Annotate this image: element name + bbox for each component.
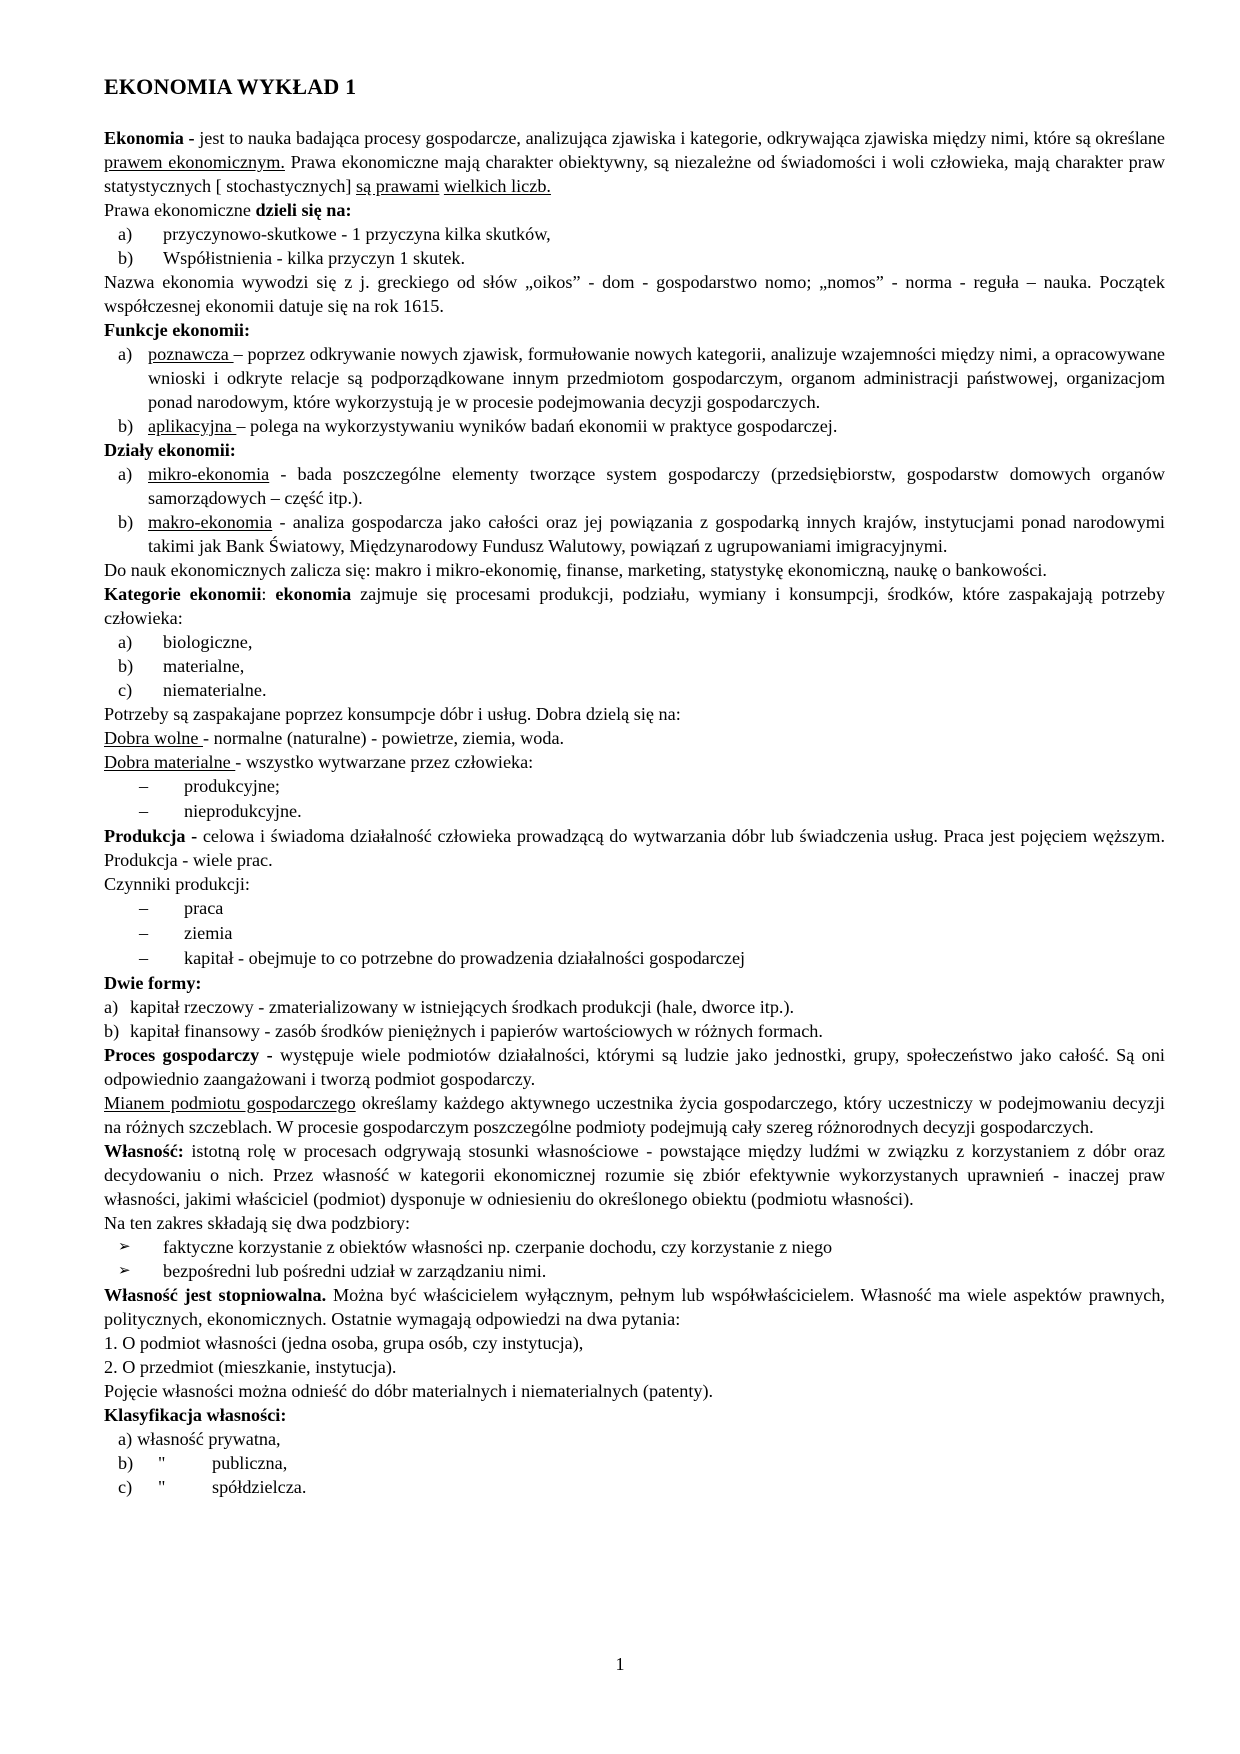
laws-intro <box>104 198 1165 222</box>
production-paragraph <box>104 824 1165 872</box>
section-heading: Klasyfikacja własności: <box>104 1405 287 1425</box>
list-text: produkcyjne; <box>184 776 280 796</box>
list-item <box>104 1451 1165 1475</box>
underlined-term: Dobra materialne <box>104 752 236 772</box>
arrow-bullet-icon: ➢ <box>118 1263 131 1279</box>
list-item <box>104 510 1165 558</box>
text: - wszystko wytwarzane przez człowieka: <box>235 752 534 772</box>
list-text <box>148 510 1165 558</box>
underlined-term: makro-ekonomia <box>148 512 273 532</box>
list-marker: c) <box>118 680 133 700</box>
text: zajmuje się procesami produkcji, podziału, wymiany i konsumpcji, środków, które zaspakajają potrzeby człowieka: <box>104 584 1165 628</box>
sciences-paragraph: Do nauk ekonomicznych zalicza się: makro i mikro-ekonomię, finanse, marketing, statystykę ekonomiczną, naukę o bankowości. <box>104 560 1047 580</box>
list-text: ziemia <box>184 923 233 943</box>
list-text: kapitał finansowy - zasób środków pieniężnych i papierów wartościowych w różnych formach. <box>130 1021 823 1041</box>
list-text: bezpośredni lub pośredni udział w zarządzaniu nimi. <box>163 1261 547 1281</box>
text: – poprzez odkrywanie nowych zjawisk, formułowanie nowych kategorii, analizuje wzajemności między nimi, a opracowywane wnioski i odkryte relacje są podporządkowane innym przedmiotom gospodarczym, organom administracji państwowej, organizacjom ponad narodowym, które wykorzystują je w procesie podejmowania decyzji gospodarczych. <box>148 344 1165 412</box>
document-body <box>104 126 1165 1499</box>
underlined-term: mikro-ekonomia <box>148 464 270 484</box>
factors-intro: Czynniki produkcji: <box>104 874 250 894</box>
etymology-paragraph: Nazwa ekonomia wywodzi się z j. greckiego od słów „oikos” - dom - gospodarstwo nomo; „nomos” - norma - reguła – nauka. Początek współczesnej ekonomii datuje się na rok 1615. <box>104 272 1165 316</box>
text: określamy każdego aktywnego uczestnika życia gospodarczego, który uczestniczy w podejmowaniu decyzji na różnych szczeblach. W procesie gospodarczym poszczególne podmioty podejmują cały szereg różnorodnych decyzji gospodarczych. <box>104 1093 1165 1137</box>
bold-text: Kategorie ekonomii <box>104 584 262 604</box>
free-goods <box>104 726 1165 750</box>
bold-text: ekonomia <box>275 584 352 604</box>
list-marker: a) <box>118 1429 133 1449</box>
question-item: 1. O podmiot własności (jedna osoba, grupa osób, czy instytucja), <box>104 1333 584 1353</box>
text: Prawa ekonomiczne <box>104 200 256 220</box>
list-text <box>148 462 1165 510</box>
dash-bullet-icon: – <box>139 923 149 943</box>
list-text <box>148 342 1165 414</box>
list-marker: c) <box>118 1477 133 1497</box>
section-heading: Działy ekonomii: <box>104 440 236 460</box>
list-text: przyczynowo-skutkowe - 1 przyczyna kilka skutków, <box>163 224 551 244</box>
list-text: kapitał - obejmuje to co potrzebne do prowadzenia działalności gospodarczej <box>184 948 746 968</box>
bold-text: dzieli się na: <box>255 200 352 220</box>
underlined-term: są prawami <box>356 176 440 196</box>
bold-text: Własność jest stopniowalna. <box>104 1285 327 1305</box>
text: – polega na wykorzystywaniu wyników badań ekonomii w praktyce gospodarczej. <box>236 416 838 436</box>
ditto-mark: " <box>158 1453 166 1473</box>
list-marker: b) <box>118 416 134 436</box>
page-number: 1 <box>615 1654 625 1674</box>
text: Można być właścicielem wyłącznym, pełnym lub współwłaścicielem. Własność ma wiele aspektów prawnych, politycznych, ekonomicznych. Ostatnie wymagają odpowiedzi na dwa pytania: <box>104 1285 1165 1329</box>
list-text: faktyczne korzystanie z obiektów własności np. czerpanie dochodu, czy korzystanie z niego <box>163 1237 833 1257</box>
categories-paragraph <box>104 582 1165 630</box>
arrow-bullet-icon: ➢ <box>118 1239 131 1255</box>
dash-bullet-icon: – <box>139 801 149 821</box>
underlined-term: prawem ekonomicznym. <box>104 152 285 172</box>
list-item <box>104 946 1165 971</box>
list-item <box>104 222 1165 246</box>
section-heading: Funkcje ekonomii: <box>104 320 251 340</box>
list-marker: a) <box>118 224 133 244</box>
ownership-paragraph <box>104 1139 1165 1211</box>
section-heading: Dwie formy: <box>104 973 202 993</box>
text: celowa i świadoma działalność człowieka prowadzącą do wytwarzania dóbr lub świadczenia usług. Praca jest pojęciem węższym. Produkcja - wiele prac. <box>104 826 1165 870</box>
list-marker: a) <box>118 464 133 484</box>
dash-bullet-icon: – <box>139 776 149 796</box>
list-item <box>104 1019 1165 1043</box>
list-item <box>104 1259 1165 1283</box>
list-marker: a) <box>118 344 133 364</box>
list-text: własność prywatna, <box>137 1429 281 1449</box>
text: istotną rolę w procesach odgrywają stosunki własnościowe - powstające między ludźmi w związku z korzystaniem z dóbr oraz decydowaniu o nich. Przez własność w kategorii ekonomicznej rozumie się zbiór efektywnie wykorzystanych uprawnień - inaczej praw własności, jakimi właściciel (podmiot) dysponuje w odniesieniu do określonego obiektu (podmiotu własności). <box>104 1141 1165 1209</box>
list-item <box>104 1427 1165 1451</box>
list-marker: b) <box>118 512 134 532</box>
text: jest to nauka badająca procesy gospodarcze, analizująca zjawiska i kategorie, odkrywająca zjawiska między nimi, które są określane <box>194 128 1165 148</box>
bold-text: Proces gospodarczy - <box>104 1045 273 1065</box>
list-marker: b) <box>118 1453 134 1473</box>
list-text: niematerialne. <box>163 680 267 700</box>
process-paragraph <box>104 1043 1165 1091</box>
list-item <box>104 462 1165 510</box>
underlined-term: Dobra wolne <box>104 728 203 748</box>
underlined-term: poznawcza <box>148 344 234 364</box>
list-text: praca <box>184 898 224 918</box>
list-text: materialne, <box>163 656 245 676</box>
concept-paragraph: Pojęcie własności można odnieść do dóbr materialnych i niematerialnych (patenty). <box>104 1381 714 1401</box>
list-item <box>104 1235 1165 1259</box>
list-item <box>104 921 1165 946</box>
subject-paragraph <box>104 1091 1165 1139</box>
page-title: EKONOMIA WYKŁAD 1 <box>104 74 357 99</box>
text: - bada poszczególne elementy tworzące system gospodarczy (przedsiębiorstw, gospodarstw domowych organów samorządowych – część itp.). <box>148 464 1165 508</box>
text: - analiza gospodarcza jako całości oraz jej powiązania z gospodarką innych krajów, instytucjami ponad narodowymi takimi jak Bank Światowy, Międzynarodowy Fundusz Walutowy, powiązań z ugrupowaniami imigracyjnymi. <box>148 512 1165 556</box>
list-text: publiczna, <box>212 1453 288 1473</box>
underlined-term: aplikacyjna <box>148 416 237 436</box>
list-text: spółdzielcza. <box>212 1477 307 1497</box>
list-item <box>104 654 1165 678</box>
list-item <box>104 678 1165 702</box>
bold-text: Produkcja - <box>104 826 198 846</box>
list-item <box>104 414 1165 438</box>
text: Prawa ekonomiczne mają charakter obiektywny, są niezależne od świadomości i woli człowieka, mają charakter praw statystycznych [ stochastycznych] <box>104 152 1165 196</box>
definition-paragraph <box>104 126 1165 198</box>
subsets-intro: Na ten zakres składają się dwa podzbiory: <box>104 1213 411 1233</box>
bold-text: Własność: <box>104 1141 184 1161</box>
goods-intro: Potrzeby są zaspakajane poprzez konsumpcje dóbr i usług. Dobra dzielą się na: <box>104 704 681 724</box>
underlined-term: wielkich liczb. <box>443 176 551 196</box>
term-ekonomia: Ekonomia - <box>104 128 195 148</box>
dash-bullet-icon: – <box>139 898 149 918</box>
list-item <box>104 995 1165 1019</box>
list-item <box>104 342 1165 414</box>
question-item: 2. O przedmiot (mieszkanie, instytucja). <box>104 1357 397 1377</box>
list-text: biologiczne, <box>163 632 253 652</box>
list-marker: a) <box>104 997 119 1017</box>
list-item <box>104 799 1165 824</box>
list-text <box>148 414 1165 438</box>
underlined-term: Mianem podmiotu gospodarczego <box>104 1093 356 1113</box>
list-item <box>104 896 1165 921</box>
list-text: nieprodukcyjne. <box>184 801 302 821</box>
material-goods <box>104 750 1165 774</box>
dash-bullet-icon: – <box>139 948 149 968</box>
text: : <box>261 584 276 604</box>
gradable-paragraph <box>104 1283 1165 1331</box>
list-item <box>104 246 1165 270</box>
ditto-mark: " <box>158 1477 166 1497</box>
list-item <box>104 1475 1165 1499</box>
list-item <box>104 630 1165 654</box>
list-marker: b) <box>118 248 134 268</box>
list-marker: b) <box>104 1021 120 1041</box>
text: - normalne (naturalne) - powietrze, ziemia, woda. <box>203 728 565 748</box>
list-text: Współistnienia - kilka przyczyn 1 skutek. <box>163 248 466 268</box>
list-marker: b) <box>118 656 134 676</box>
list-text: kapitał rzeczowy - zmaterializowany w istniejących środkach produkcji (hale, dworce itp.). <box>130 997 795 1017</box>
text: występuje wiele podmiotów działalności, którymi są ludzie jako jednostki, grupy, społeczeństwo jako całość. Są oni odpowiednio zaangażowani i tworzą podmiot gospodarczy. <box>104 1045 1165 1089</box>
list-marker: a) <box>118 632 133 652</box>
list-item <box>104 774 1165 799</box>
